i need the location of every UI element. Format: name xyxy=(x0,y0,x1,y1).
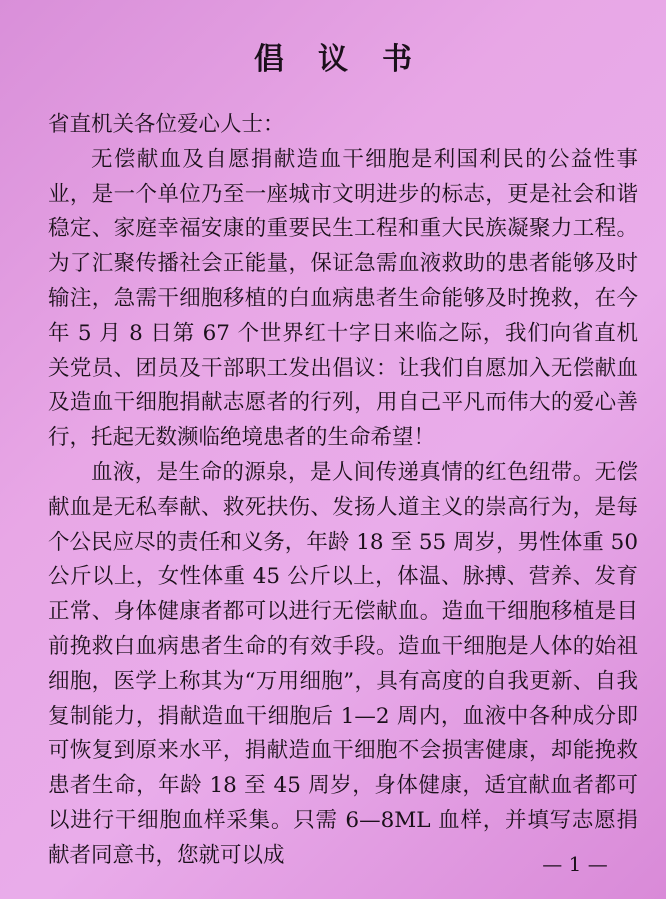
document-title: 倡议书 xyxy=(254,42,446,77)
page-number: — 1 — xyxy=(542,852,608,876)
paragraph-1: 无偿献血及自愿捐献造血干细胞是利国利民的公益性事业，是一个单位乃至一座城市文明进步的标志，更是社会和谐稳定、家庭幸福安康的重要民生工程和重大民族凝聚力工程。为了汇聚传播社会正能量，保证急需血液救助的患者能够及时输注，急需干细胞移植的白血病患者生命能够及时挽救，在今年 5 月 8 日第 67 个世界红十字日来临之际，我们向省直机关党员、团员及干部职工发出倡议：让我们自愿加入无偿献血及造血干细胞捐献志愿者的行列，用自己平凡而伟大的爱心善行，托起无数濒临绝境患者的生命希望！ xyxy=(48,146,638,451)
salutation: 省直机关各位爱心人士： xyxy=(48,112,285,137)
paragraph-2: 血液，是生命的源泉，是人间传递真情的红色纽带。无偿献血是无私奉献、救死扶伤、发扬人道主义的崇高行为，是每个公民应尽的责任和义务，年龄 18 至 55 周岁，男性体重 50 公斤以上，女性体重 45 公斤以上，体温、脉搏、营养、发育正常、身体健康者都可以进行无偿献血。造血干细胞移植是目前挽救白血病患者生命的有效手段。造血干细胞是人体的始祖细胞，医学上称其为“万用细胞”，具有高度的自我更新、自我复制能力，捐献造血干细胞后 1—2 周内，血液中各种成分即可恢复到原来水平，捐献造血干细胞不会损害健康，却能挽救患者生命，年龄 18 至 45 周岁，身体健康，适宜献血者都可以进行干细胞血样采集。只需 6—8ML 血样，并填写志愿捐献者同意书，您就可以成 xyxy=(48,459,638,868)
document-body xyxy=(48,108,638,874)
